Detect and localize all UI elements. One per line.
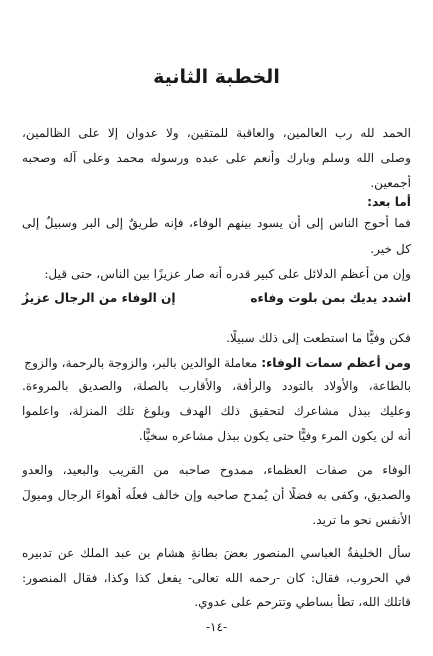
text-line	[22, 355, 411, 371]
section-heading: أما بعد:	[367, 195, 411, 209]
text-line: فكن وفيًّا ما استطعت إلى ذلك سبيلًا.	[226, 331, 411, 345]
text-line: كل خير.	[370, 242, 411, 256]
page-number: -١٤-	[205, 620, 227, 634]
text-line: فما أحوج الناس إلى أن يسود بينهم الوفاء، فإنه طريقٌ إلى البر وسبيلٌ إلى	[22, 216, 411, 230]
text-line: بالطاعة، والأولاد بالتودد والرأفة، والأقارب بالصلة، والصديق بالمروءة.	[22, 379, 411, 393]
text-line: الحمد لله رب العالمين، والعاقبة للمتقين، ولا عدوان إلا على الظالمين،	[22, 126, 411, 140]
text-line: سأل الخليفةُ العباسي المنصور بعضَ بطانةِ هشام بن عبد الملك عن تدبيره	[22, 546, 411, 560]
poetry-verse	[22, 291, 411, 309]
text-line: الأنفس نحو ما تريد.	[312, 513, 411, 527]
text-line: وإن من أعظم الدلائل على كبير قدره أنه صار عزيزًا بين الناس، حتى قيل:	[44, 267, 411, 281]
page-title: الخطبة الثانية	[153, 66, 280, 88]
text-line: أجمعين.	[370, 176, 411, 190]
verse-hemistich-first: اشدد يديك بمن بلوت وفاءه	[250, 291, 411, 305]
text-line: والصديق، وكفى به فضلًا أن يُمدح صاحبه وإن خالف فعلُه أهواءَ الرجال وميولَ	[22, 488, 411, 502]
text-line: في الحروب، فقال: كان -رحمه الله تعالى- يفعل كذا وكذا، فقال المنصور:	[22, 571, 411, 585]
text-line: الوفاء من صفات العظماء، ممدوح صاحبه من القريب والبعيد، والعدو	[22, 463, 411, 477]
text-line: وعليك ببذل مشاعرك لتحقيق ذلك الهدف وبلوغ تلك المنزلة، واعلموا	[22, 404, 411, 418]
text-line: قاتلك الله، تطأ بساطي وتترحم على عدوي.	[194, 595, 411, 609]
verse-hemistich-second: إن الوفاء من الرجال عزيزُ	[22, 291, 176, 305]
text-line: أنه لن يكون المرء وفيًّا حتى يكون ببذل مشاعره سخيًّا.	[138, 429, 411, 443]
text-span: معاملة الوالدين بالبر، والزوجة بالرحمة، والزوج	[24, 356, 258, 370]
text-line: وصلى الله وسلم وبارك وأنعم على عبده ورسوله محمد وعلى آله وصحبه	[22, 151, 411, 165]
highlight-phrase: ومن أعظم سمات الوفاء:	[261, 356, 411, 370]
